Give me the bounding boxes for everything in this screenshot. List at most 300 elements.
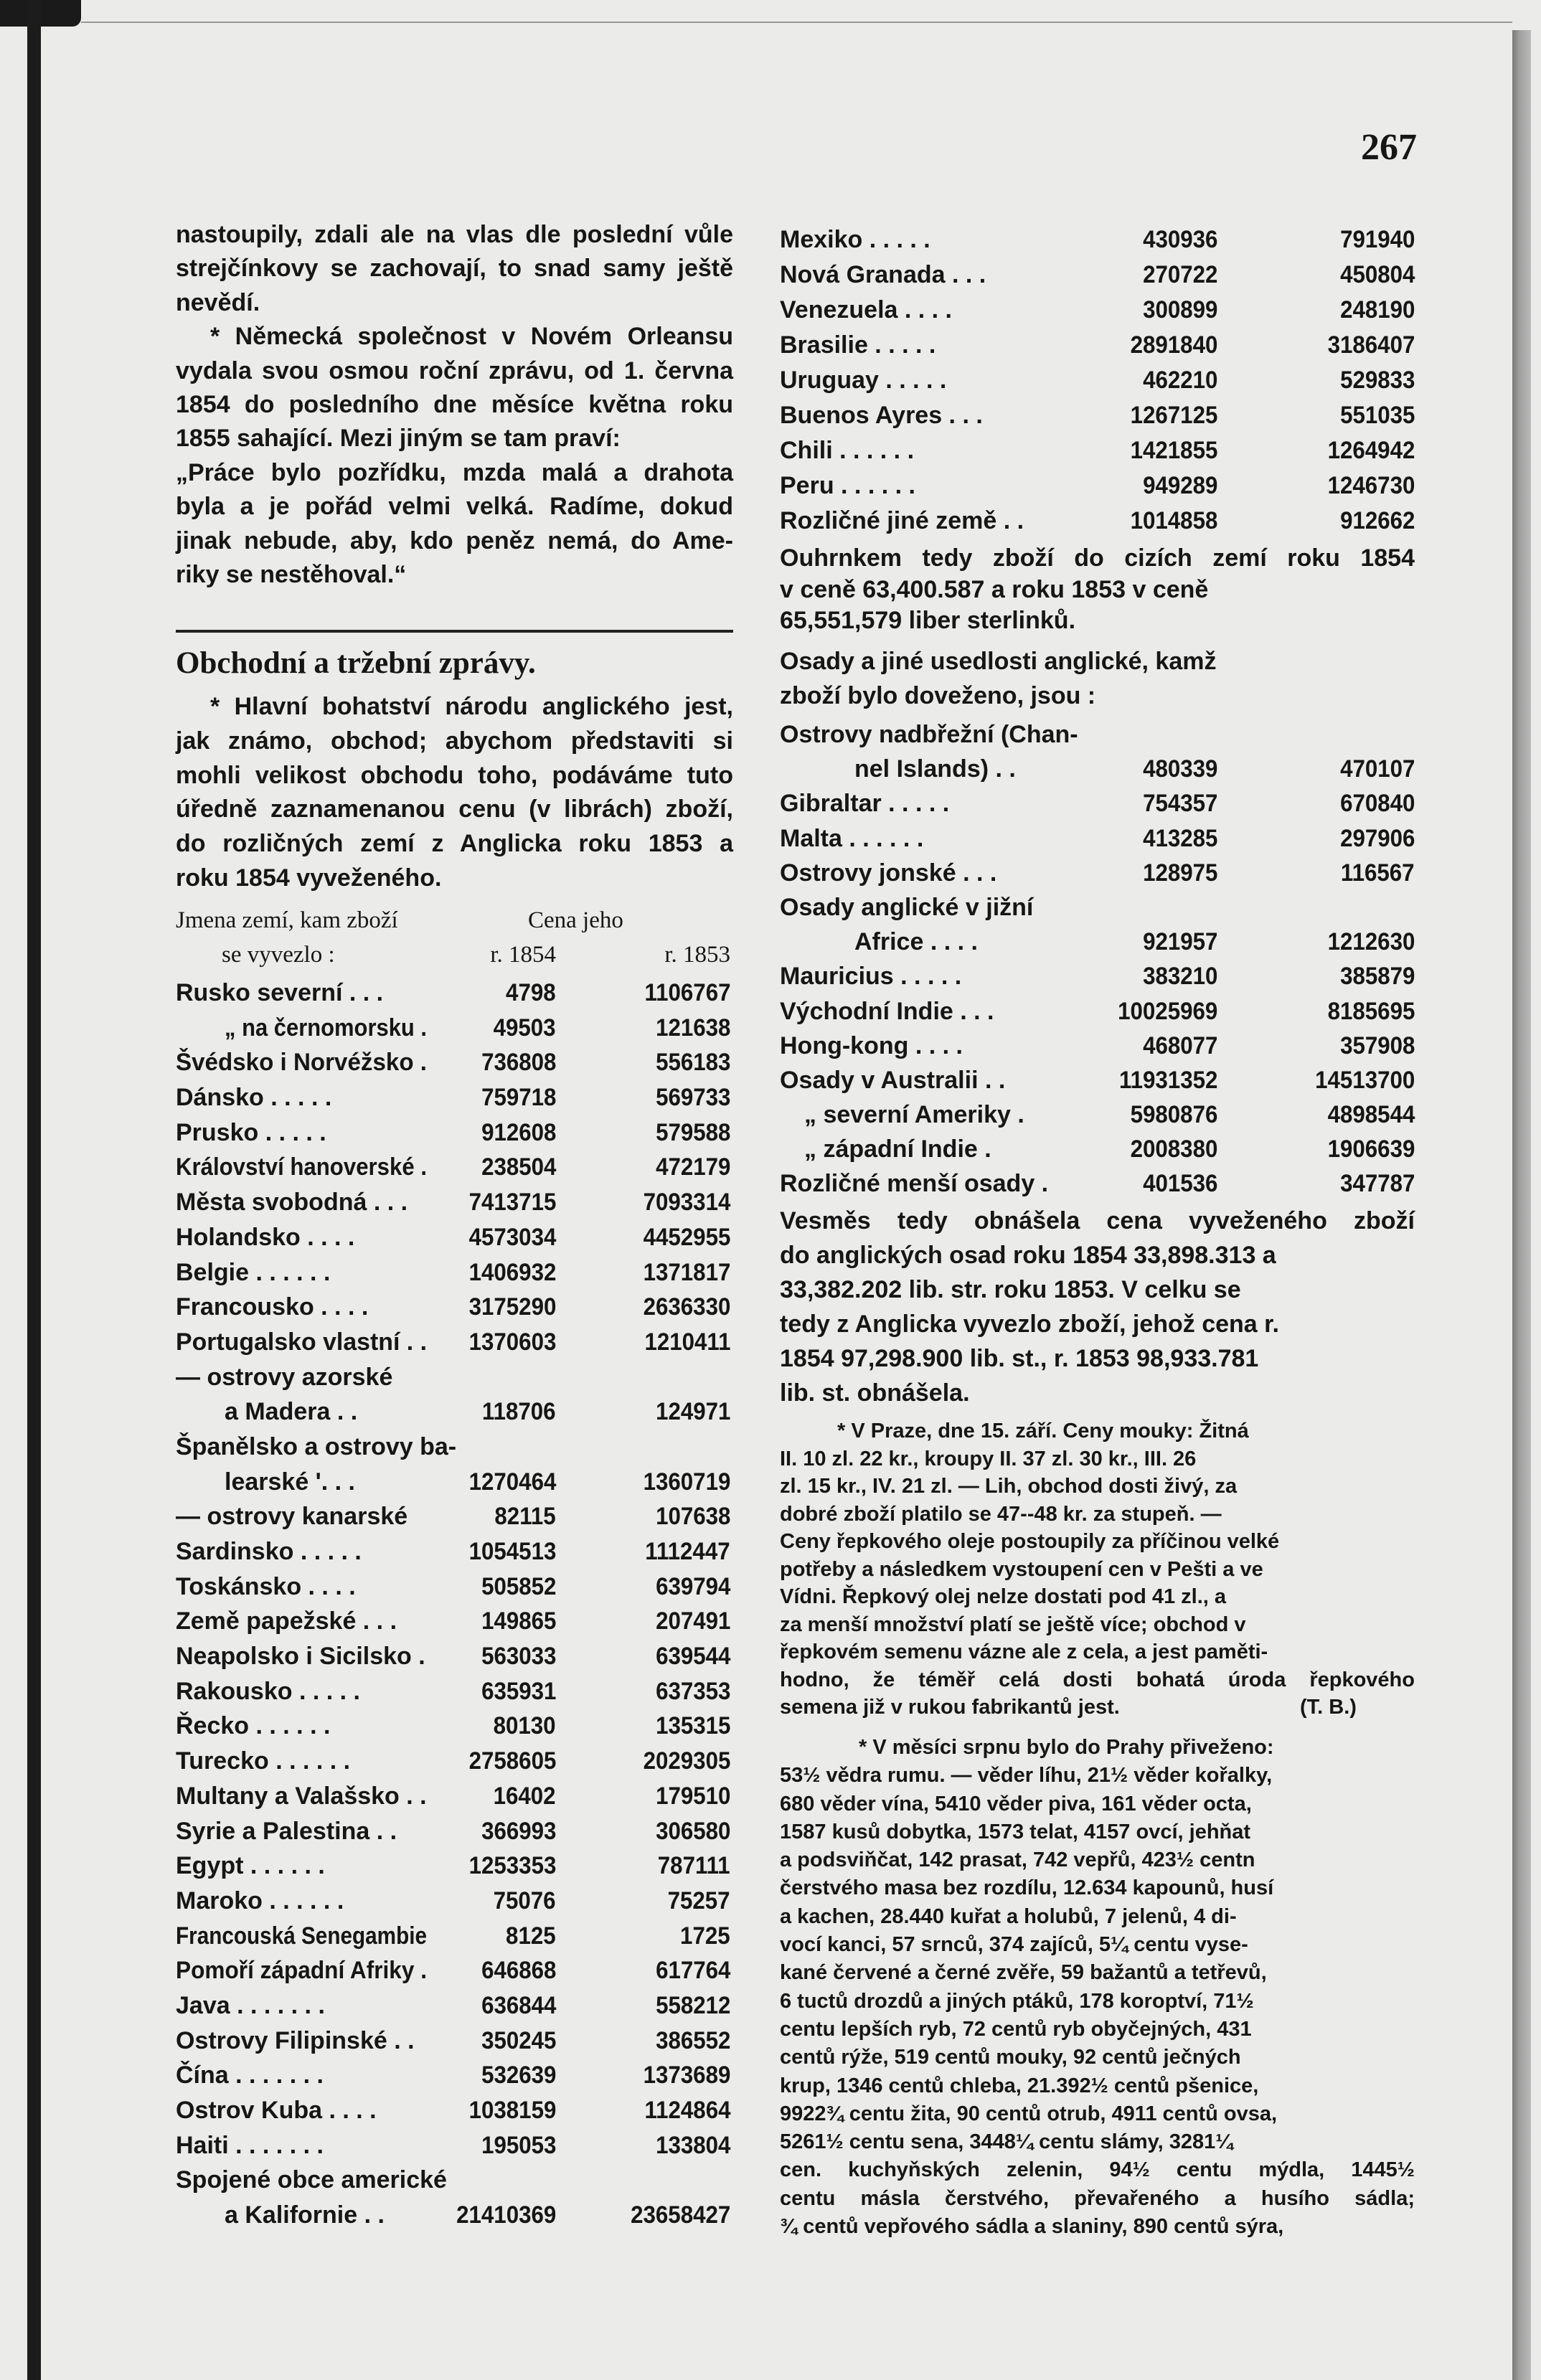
text-line (780, 1734, 1415, 1762)
text-line (780, 1611, 1415, 1639)
table-row (780, 504, 1415, 539)
text-line (780, 1307, 1415, 1341)
text-line-content: lib. st. obnášela. (780, 1379, 970, 1407)
text-line-content: II. 10 zl. 22 kr., kroupy II. 37 zl. 30 kr., III. 26 (780, 1447, 1197, 1470)
value-1853: 450804 (1339, 261, 1415, 288)
value-1853: 1106767 (644, 979, 730, 1006)
table-row (780, 293, 1415, 328)
value-1853: 1264942 (1327, 437, 1415, 464)
text-line-content: ¾ centů vepřového sádla a slaniny, 890 centů sýra, (780, 2215, 1284, 2239)
country-name: Portugalsko vlastní . . (176, 1328, 427, 1356)
table-row (780, 1029, 1415, 1063)
text-line (780, 1762, 1415, 1790)
country-name: Turecko . . . . . . (176, 1747, 351, 1775)
value-1853: 1210411 (644, 1328, 730, 1356)
value-1853: 357908 (1339, 1031, 1415, 1059)
text-line-content: 65,551,579 liber sterlinků. (780, 607, 1076, 634)
value-1853: 556183 (655, 1049, 730, 1077)
text-line-content: centu lepších ryb, 72 centů ryb obyčejných, 431 (780, 2017, 1252, 2041)
table-row (176, 1185, 733, 1220)
value-1853: 569733 (655, 1084, 730, 1112)
value-1853: 2636330 (643, 1293, 730, 1321)
table-row (176, 1045, 733, 1080)
text-line-content: 1855 sahající. Mezi jiným se tam praví: (176, 425, 621, 453)
country-name: Východní Indie . . . (780, 997, 994, 1025)
text-line (780, 1846, 1415, 1874)
value-1853: 297906 (1339, 824, 1415, 852)
value-1854: 736808 (481, 1049, 556, 1077)
paragraph-prague-prices (780, 1417, 1415, 1722)
value-1854: 1054513 (468, 1538, 556, 1565)
text-line (176, 558, 733, 592)
value-1854: 4573034 (468, 1223, 556, 1251)
section-heading: Obchodní a tržební zprávy. (176, 646, 536, 680)
value-1854: 401536 (1142, 1170, 1217, 1198)
table-row (176, 1011, 733, 1046)
value-1854: 7413715 (468, 1189, 556, 1217)
text-line-content: jak známo, obchod; abychom představiti si (176, 727, 733, 755)
country-name: Pomoří západní Afriky . (176, 1957, 427, 1985)
export-table-colonies (780, 717, 1415, 1201)
country-name: Multany a Valašsko . . (176, 1782, 427, 1810)
value-1854: 563033 (481, 1643, 556, 1671)
text-line (780, 1818, 1415, 1846)
text-line (780, 2100, 1415, 2128)
text-line-content: mohli velikost obchodu toho, podáváme tuto (176, 761, 733, 789)
value-1854: 1267125 (1130, 402, 1217, 429)
country-name: Rozličné menší osady . (780, 1170, 1049, 1198)
country-name: Sardinsko . . . . . (176, 1538, 362, 1565)
export-table-foreign (176, 976, 733, 2233)
value-1854: 82115 (494, 1503, 556, 1531)
value-1854: 149865 (481, 1607, 556, 1635)
table-row (176, 1674, 733, 1709)
table-row (176, 1115, 733, 1151)
text-line-content: úředně zaznamenanou cenu (v librách) zboží, (176, 795, 733, 823)
country-name: Rusko severní . . . (176, 979, 384, 1006)
text-line-content: 9922¾ centu žita, 90 centů otrub, 4911 centů ovsa, (780, 2102, 1278, 2125)
value-1854: 238504 (481, 1153, 556, 1181)
text-line-content: nevědí. (176, 288, 260, 316)
text-line-content: za menší množství platí se ještě více; obchod v (780, 1612, 1246, 1636)
value-1854: 505852 (481, 1572, 556, 1600)
value-1854: 480339 (1142, 755, 1217, 783)
text-line (780, 2213, 1415, 2241)
table-row (780, 786, 1415, 821)
section-divider (176, 630, 733, 633)
text-line (176, 422, 733, 455)
value-1854: 2008380 (1130, 1135, 1217, 1163)
text-line (780, 543, 1415, 575)
scan-binding-edge (27, 0, 41, 2380)
text-line (176, 354, 733, 388)
text-line (780, 1931, 1415, 1959)
table-row (176, 1325, 733, 1360)
value-1853: 75257 (668, 1886, 730, 1914)
value-1853: 116567 (1341, 859, 1415, 887)
table-row (176, 1394, 733, 1430)
table-row (780, 328, 1415, 363)
value-1853: 23658427 (630, 2201, 730, 2229)
country-name: Dánsko . . . . . (176, 1084, 332, 1112)
text-line-content: cen. kuchyňských zelenin, 94½ centu mýdla, 1445½ (780, 2158, 1415, 2182)
table-row (780, 1132, 1415, 1166)
country-name: „ západní Indie . (804, 1135, 991, 1163)
table-row (780, 433, 1415, 468)
value-1853: 3186407 (1327, 331, 1415, 359)
value-1854: 49503 (494, 1014, 556, 1042)
table-row (176, 1814, 733, 1849)
value-1853: 8185695 (1327, 997, 1415, 1025)
value-1853: 1725 (680, 1922, 730, 1950)
value-1854: 1038159 (468, 2097, 556, 2124)
text-line (780, 2128, 1415, 2156)
value-1853: 4452955 (643, 1223, 730, 1251)
value-1854: 2758605 (468, 1747, 556, 1775)
value-1853: 617764 (655, 1957, 730, 1985)
value-1854: 195053 (481, 2131, 556, 2159)
table-header-year-1854: r. 1854 (490, 942, 556, 968)
value-1854: 1270464 (468, 1468, 556, 1496)
text-line (780, 1638, 1415, 1666)
table-row (176, 2198, 733, 2233)
value-1854: 532639 (481, 2062, 556, 2089)
text-line (176, 218, 733, 252)
country-name: Mexiko . . . . . (780, 226, 930, 253)
table-row (780, 1063, 1415, 1097)
text-line-content: roku 1854 vyveženého. (176, 864, 442, 892)
country-name: Osady v Australii . . (780, 1066, 1006, 1094)
country-name: Venezuela . . . . (780, 296, 952, 324)
text-line-content: riky se nestěhoval.“ (176, 560, 407, 588)
value-1853: 135315 (655, 1712, 730, 1740)
text-line (780, 1959, 1415, 1987)
text-line-content: tedy z Anglicka vyvezlo zboží, jehož cena r. (780, 1311, 1279, 1338)
text-line (780, 1341, 1415, 1376)
value-1854: 1421855 (1130, 437, 1217, 464)
country-name: Neapolsko i Sicilsko . (176, 1643, 425, 1671)
value-1853: 558212 (655, 1991, 730, 2019)
country-name: Brasilie . . . . . (780, 331, 936, 359)
text-line-content: kané červené a černé zvěře, 59 bažantů a tetřevů, (780, 1961, 1267, 1985)
value-1854: 80130 (494, 1712, 556, 1740)
value-1853: 1212630 (1327, 928, 1415, 956)
text-line (780, 1583, 1415, 1611)
country-name: „ severní Ameriky . (804, 1101, 1024, 1129)
table-row (780, 717, 1415, 752)
value-1853: 470107 (1339, 755, 1415, 783)
table-header-year-1853: r. 1853 (664, 942, 730, 968)
paragraph-foreign-total (780, 543, 1415, 637)
value-1854: 921957 (1142, 928, 1217, 956)
table-header-country-1: Jmena zemí, kam zboží (176, 907, 398, 933)
country-name: a Kalifornie . . (225, 2201, 385, 2229)
table-row (176, 1080, 733, 1115)
text-line (176, 490, 733, 524)
page-top-edge (81, 22, 1512, 23)
text-line-content: Vesměs tedy obnášela cena vyveženého zboží (780, 1207, 1415, 1234)
text-line-content: „Práce bylo pozřídku, mzda malá a drahota (176, 458, 733, 486)
value-1854: 128975 (1142, 859, 1217, 887)
value-1854: 468077 (1142, 1031, 1217, 1059)
value-1853: 107638 (655, 1503, 730, 1531)
table-row (176, 2024, 733, 2059)
table-row (780, 856, 1415, 890)
country-name: Gibraltar . . . . . (780, 790, 950, 818)
text-line-content: 1587 kusů dobytka, 1573 telat, 4157 ovcí, jehňat (780, 1820, 1251, 1843)
value-1854: 2891840 (1130, 331, 1217, 359)
text-line (780, 1790, 1415, 1818)
table-row (780, 925, 1415, 959)
value-1854: 3175290 (468, 1293, 556, 1321)
country-name: Řecko . . . . . . (176, 1712, 331, 1740)
value-1854: 350245 (481, 2026, 556, 2054)
value-1854: 11931352 (1118, 1066, 1217, 1094)
table-row (176, 1534, 733, 1569)
country-name: learské ʹ. . . (225, 1468, 355, 1496)
text-line (780, 2185, 1415, 2213)
value-1853: 386552 (655, 2026, 730, 2054)
text-line-content: 33,382.202 lib. str. roku 1853. V celku se (780, 1276, 1241, 1303)
text-line-content: vocí kanci, 57 srnců, 374 zajíců, 5¼ centu vyse- (780, 1933, 1248, 1957)
table-row (176, 1744, 733, 1779)
table-row (176, 1150, 733, 1185)
value-1854: 383210 (1142, 963, 1217, 991)
text-line (176, 724, 733, 759)
country-name: Království hanoverské . (176, 1153, 427, 1181)
value-1854: 10025969 (1117, 997, 1217, 1025)
value-1854: 1406932 (468, 1258, 556, 1286)
text-line (780, 2072, 1415, 2100)
country-name: Chili . . . . . . (780, 437, 915, 464)
value-1853: 1906639 (1327, 1135, 1415, 1163)
value-1853: 579588 (655, 1118, 730, 1146)
text-line-content: Ouhrnkem tedy zboží do cizích zemí roku 1854 (780, 544, 1415, 572)
value-1854: 1370603 (468, 1328, 556, 1356)
text-line (176, 827, 733, 861)
value-1853: 1371817 (643, 1258, 730, 1286)
text-line-content: krup, 1346 centů chleba, 21.392½ centů pšenice, (780, 2074, 1259, 2097)
text-line (780, 1238, 1415, 1272)
value-1853: 1373689 (643, 2062, 730, 2089)
country-name: a Madera . . (225, 1398, 358, 1426)
table-row (176, 1569, 733, 1605)
text-line-content: do rozličných zemí z Anglicka roku 1853 a (176, 830, 733, 858)
value-1854: 366993 (481, 1817, 556, 1845)
country-name: Egypt . . . . . . (176, 1852, 325, 1880)
table-row (780, 821, 1415, 856)
country-name: Země papežské . . . (176, 1607, 397, 1635)
table-row (176, 1290, 733, 1325)
value-1854: 430936 (1142, 226, 1217, 253)
country-name: Švédsko i Norvéžsko . (176, 1049, 427, 1077)
country-name: Ostrovy nadbřežní (Chan- (780, 721, 1078, 748)
country-name: Rozličné jiné země . . (780, 507, 1024, 534)
country-name: Nová Granada . . . (780, 261, 986, 288)
country-name: „ na černomorsku . (225, 1014, 427, 1042)
table-row (176, 1884, 733, 1919)
text-line (780, 605, 1415, 637)
value-1853: 787111 (658, 1852, 730, 1880)
value-1853: 1124864 (644, 2097, 730, 2124)
value-1854: 462210 (1142, 367, 1217, 394)
country-name: Hong-kong . . . . (780, 1031, 963, 1059)
text-line (780, 1417, 1415, 1445)
table-row (176, 1220, 733, 1255)
text-line-content: zboží bylo doveženo, jsou : (780, 682, 1096, 709)
country-name: Haiti . . . . . . . (176, 2131, 324, 2159)
value-1853: 4898544 (1327, 1101, 1415, 1129)
text-line-content: 5261½ centu sena, 3448¼ centu slámy, 3281¼ (780, 2130, 1233, 2154)
value-1854: 270722 (1142, 261, 1217, 288)
text-line-content: řepkovém semenu vázne ale z cela, a jest paměti- (780, 1640, 1268, 1663)
table-row (176, 1465, 733, 1500)
country-name: Francouská Senegambie (176, 1922, 427, 1950)
table-row (176, 1360, 733, 1395)
table-row (780, 890, 1415, 925)
signature-tb: (T. B.) (1300, 1696, 1357, 1719)
country-name: — ostrovy azorské (176, 1363, 393, 1391)
table-row (780, 1166, 1415, 1201)
country-name: Uruguay . . . . . (780, 367, 947, 394)
country-name: — ostrovy kanarské (176, 1503, 408, 1531)
value-1853: 385879 (1339, 963, 1415, 991)
text-line (780, 1272, 1415, 1307)
value-1853: 639544 (655, 1643, 730, 1671)
country-name: Peru . . . . . . (780, 472, 915, 499)
value-1854: 912608 (481, 1118, 556, 1146)
value-1854: 4798 (506, 979, 556, 1006)
table-row (176, 2058, 733, 2093)
table-row (176, 2163, 733, 2198)
table-row (780, 398, 1415, 433)
value-1853: 207491 (655, 1607, 730, 1635)
value-1853: 2029305 (643, 1747, 730, 1775)
text-line (780, 1204, 1415, 1238)
text-line-content: 1854 97,298.900 lib. st., r. 1853 98,933.781 (780, 1345, 1259, 1372)
table-row (176, 1779, 733, 1814)
value-1853: 639794 (655, 1572, 730, 1600)
table-row (780, 959, 1415, 993)
country-name: Africe . . . . (854, 928, 978, 956)
value-1854: 759718 (481, 1084, 556, 1112)
text-line-content: do anglických osad roku 1854 33,898.313 a (780, 1242, 1276, 1269)
text-line-content: byla a je pořád velmi velká. Radíme, dokud (176, 493, 733, 521)
value-1853: 670840 (1339, 790, 1415, 818)
value-1853: 121638 (655, 1014, 730, 1042)
table-row (176, 1255, 733, 1290)
text-line-content: vydala svou osmou roční zprávu, od 1. června (176, 356, 733, 384)
value-1854: 75076 (494, 1886, 556, 1914)
value-1854: 21410369 (456, 2201, 556, 2229)
text-line (780, 1445, 1415, 1473)
text-line-content: * V Praze, dne 15. září. Ceny mouky: Žitná (837, 1420, 1249, 1442)
table-row (176, 1953, 733, 1988)
paragraph-colonies-total (780, 1204, 1415, 1410)
value-1853: 347787 (1339, 1170, 1415, 1198)
country-name: Rakousko . . . . . (176, 1677, 360, 1705)
value-1854: 5980876 (1130, 1101, 1217, 1129)
text-line-content: Ceny řepkového oleje postoupily za příčinou velké (780, 1530, 1280, 1553)
paragraph-colonies-intro (780, 644, 1415, 713)
text-line-content: nastoupily, zdali ale na vlas dle poslední vůle (176, 221, 733, 248)
table-row (780, 752, 1415, 786)
text-line (176, 286, 733, 320)
country-name: Toskánsko . . . . (176, 1572, 356, 1600)
text-line (176, 320, 733, 354)
table-row (176, 976, 733, 1011)
text-line (780, 1501, 1415, 1529)
text-line-content: centu másla čerstvého, převařeného a husího sádla; (780, 2186, 1415, 2210)
text-line-content: centů rýže, 519 centů mouky, 92 centů ječných (780, 2046, 1241, 2069)
text-line-content: strejčínkovy se zachovají, to snad samy ještě (176, 255, 733, 283)
table-row (780, 363, 1415, 398)
country-name: Španělsko a ostrovy ba- (176, 1432, 457, 1460)
text-line (176, 252, 733, 285)
value-1853: 179510 (655, 1782, 730, 1810)
text-line-content: Osady a jiné usedlosti anglické, kamž (780, 648, 1217, 675)
scan-right-edge (1512, 30, 1531, 2380)
text-line (780, 2044, 1415, 2072)
text-line-content: Vídni. Řepkový olej nelze dostati pod 41 zl., a (780, 1585, 1227, 1608)
table-header-value: Cena jeho (528, 907, 623, 933)
table-row (176, 1709, 733, 1744)
table-row (780, 222, 1415, 258)
text-line-content: a kachen, 28.440 kuřat a holubů, 7 jelenů, 4 di- (780, 1904, 1237, 1928)
country-name: Čína . . . . . . . (176, 2062, 324, 2089)
value-1853: 124971 (655, 1398, 730, 1426)
text-line (780, 1376, 1415, 1410)
text-line (780, 575, 1415, 606)
country-name: Spojené obce americké (176, 2166, 447, 2194)
text-line-content: 1854 do posledního dne měsíce května roku (176, 390, 733, 418)
value-1853: 133804 (655, 2131, 730, 2159)
text-line-content: 53½ vědra rumu. — věder líhu, 21½ věder kořalky, (780, 1764, 1273, 1788)
text-line-content: jinak nebude, aby, kdo peněz nemá, do Ame- (176, 526, 733, 554)
value-1853: 248190 (1339, 296, 1415, 324)
value-1853: 912662 (1339, 507, 1415, 534)
text-line (176, 456, 733, 490)
text-line (176, 524, 733, 558)
text-line (780, 2016, 1415, 2044)
text-line-content: v ceně 63,400.587 a roku 1853 v ceně (780, 575, 1209, 603)
text-line (780, 2156, 1415, 2184)
table-row (780, 1097, 1415, 1132)
value-1853: 1360719 (643, 1468, 730, 1496)
country-name: Osady anglické v jižní (780, 893, 1034, 921)
country-name: Holandsko . . . . (176, 1223, 355, 1251)
country-name: Ostrov Kuba . . . . (176, 2097, 377, 2124)
paragraph-trade-intro (176, 690, 733, 896)
text-line (780, 1528, 1415, 1556)
value-1854: 8125 (506, 1922, 556, 1950)
text-line-content: hodno, že téměř celá dosti bohatá úroda řepkového (780, 1668, 1415, 1691)
table-row (176, 1848, 733, 1884)
country-name: Francousko . . . . (176, 1293, 369, 1321)
table-row (176, 1604, 733, 1639)
value-1854: 118706 (482, 1398, 556, 1426)
text-line (780, 1473, 1415, 1501)
value-1853: 1112447 (645, 1538, 730, 1565)
text-line (176, 861, 733, 896)
text-line (780, 1874, 1415, 1902)
value-1853: 1246730 (1327, 472, 1415, 499)
text-line-content: dobré zboží platilo se 47--48 kr. za stupeň. — (780, 1502, 1222, 1526)
paragraph-prague-august-imports (780, 1734, 1415, 2241)
text-line-content: * V měsíci srpnu bylo do Prahy přiveženo: (859, 1736, 1274, 1759)
value-1854: 1014858 (1130, 507, 1217, 534)
text-line (780, 644, 1415, 679)
